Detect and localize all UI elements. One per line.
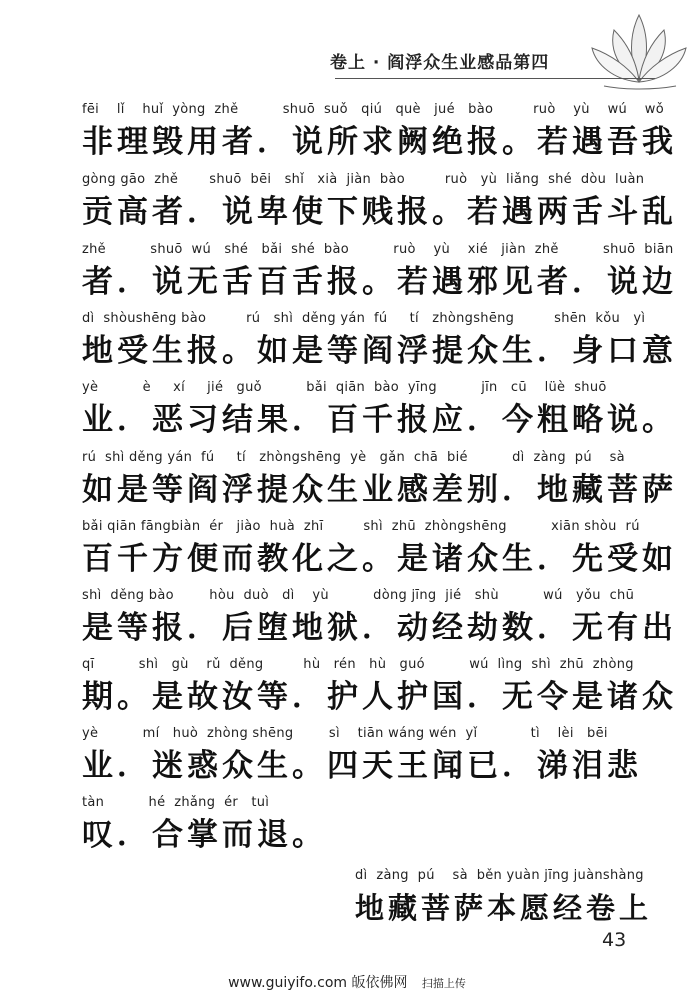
- hanzi-row: 是等报．后堕地狱．动经劫数．无有出: [82, 610, 677, 646]
- text-line: [82, 450, 677, 518]
- hanzi-row: 地藏菩萨本愿经卷上: [355, 891, 653, 925]
- text-line: [82, 519, 677, 587]
- pinyin-row: bǎi qiān fāngbiàn ér jiào huà zhī shì zhū zhòngshēng xiān shòu rú: [82, 519, 640, 534]
- pinyin-row: gòng gāo zhě shuō bēi shǐ xià jiàn bào ruò yù liǎng shé dòu luàn: [82, 172, 645, 187]
- text-line: [82, 795, 662, 863]
- pinyin-row: yè mí huò zhòng shēng sì tiān wáng wén yǐ tì lèi bēi: [82, 726, 608, 741]
- hanzi-row: 业．恶习结果．百千报应．今粗略说。: [82, 402, 677, 438]
- footer-site-link[interactable]: www.guiyifo.com 皈依佛网: [228, 975, 408, 991]
- text-line: [82, 102, 677, 170]
- hanzi-row: 业．迷惑众生。四天王闻已．涕泪悲: [82, 748, 642, 784]
- text-line: [82, 588, 677, 656]
- closing-title: [355, 868, 655, 936]
- pinyin-row: yè è xí jié guǒ bǎi qiān bào yīng jīn cū lüè shuō: [82, 380, 607, 395]
- pinyin-row: fēi lǐ huǐ yòng zhě shuō suǒ qiú què jué bào ruò yù wú wǒ: [82, 102, 664, 117]
- pinyin-row: dì zàng pú sà běn yuàn jīng juànshàng: [355, 868, 644, 883]
- hanzi-row: 非理毁用者．说所求阙绝报。若遇吾我: [82, 124, 677, 160]
- hanzi-row: 者．说无舌百舌报。若遇邪见者．说边: [82, 264, 677, 300]
- hanzi-row: 期。是故汝等．护人护国．无令是诸众: [82, 679, 677, 715]
- text-line: [82, 380, 677, 448]
- text-line: [82, 657, 677, 725]
- page-number: 43: [602, 929, 627, 951]
- hanzi-row: 如是等阎浮提众生业感差别．地藏菩萨: [82, 472, 677, 508]
- footer: [0, 972, 694, 992]
- pinyin-row: zhě shuō wú shé bǎi shé bào ruò yù xié jiàn zhě shuō biān: [82, 242, 674, 257]
- header-rule: [335, 78, 655, 79]
- pinyin-row: shì děng bào hòu duò dì yù dòng jīng jié shù wú yǒu chū: [82, 588, 635, 603]
- hanzi-row: 叹．合掌而退。: [82, 817, 327, 853]
- text-line: [82, 242, 677, 310]
- text-line: [82, 726, 662, 794]
- pinyin-row: qī shì gù rǔ děng hù rén hù guó wú lìng shì zhū zhòng: [82, 657, 634, 672]
- hanzi-row: 贡高者．说卑使下贱报。若遇两舌斗乱: [82, 194, 677, 230]
- page-header-title: 卷上 · 阎浮众生业感品第四: [330, 53, 550, 73]
- pinyin-row: rú shì děng yán fú tí zhòngshēng yè gǎn chā bié dì zàng pú sà: [82, 450, 625, 465]
- hanzi-row: 百千方便而教化之。是诸众生．先受如: [82, 541, 677, 577]
- footer-note: 扫描上传: [421, 977, 466, 990]
- text-line: [82, 311, 677, 379]
- hanzi-row: 地受生报。如是等阎浮提众生．身口意: [82, 333, 677, 369]
- text-line: [82, 172, 677, 240]
- pinyin-row: tàn hé zhǎng ér tuì: [82, 795, 270, 810]
- pinyin-row: dì shòushēng bào rú shì děng yán fú tí zhòngshēng shēn kǒu yì: [82, 311, 646, 326]
